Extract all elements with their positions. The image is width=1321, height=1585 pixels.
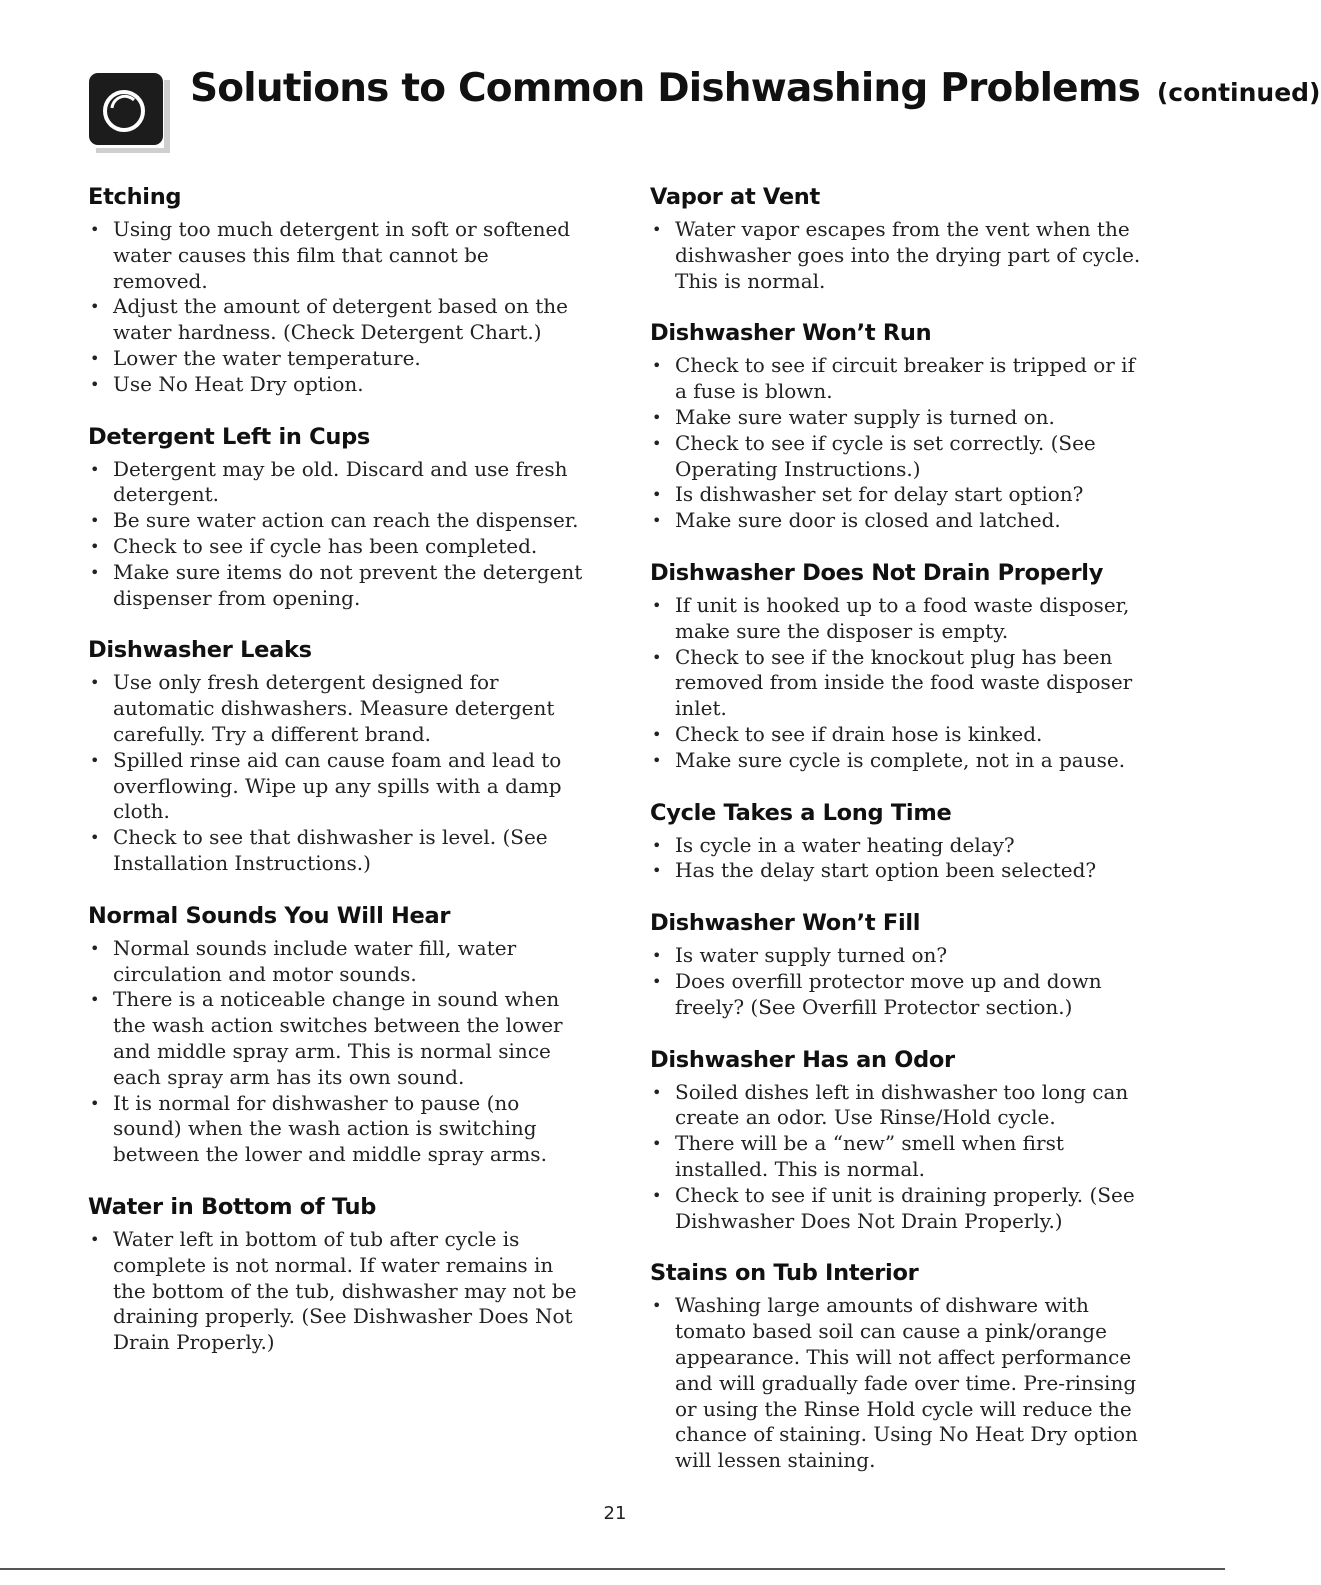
- section-normal-sounds-you-will-hear: [88, 899, 588, 1168]
- bullet-list: [650, 1080, 1150, 1235]
- bullet-item: • Check to see that dishwasher is level. (See Installation Instructions.): [88, 825, 588, 877]
- section-heading: Detergent Left in Cups: [88, 423, 370, 450]
- bullet-item: • Does overfill protector move up and down freely? (See Overfill Protector section.): [650, 969, 1150, 1021]
- bullet-item: • Check to see if cycle is set correctly. (See Operating Instructions.): [650, 431, 1150, 483]
- bullet-item: • Make sure water supply is turned on.: [650, 405, 1150, 431]
- section-dishwasher-has-an-odor: [650, 1043, 1150, 1235]
- bullet-item: • Water left in bottom of tub after cycle is complete is not normal. If water remains in the bottom of the tub, dishwasher may not be draining properly. (See Dishwasher Does Not Drain Properly.): [88, 1227, 588, 1356]
- section-water-in-bottom-of-tub: [88, 1190, 588, 1356]
- bullet-item: • It is normal for dishwasher to pause (no sound) when the wash action is switching between the lower and middle spray arms.: [88, 1091, 588, 1168]
- section-vapor-at-vent: [650, 180, 1150, 294]
- bullet-list: [650, 1293, 1150, 1474]
- bullet-item: • Washing large amounts of dishware with tomato based soil can cause a pink/orange appearance. This will not affect performance and will gradually fade over time. Pre-rinsing or using the Rinse Hold cycle will reduce the chance of staining. Using No Heat Dry option will lessen staining.: [650, 1293, 1150, 1474]
- section-stains-on-tub-interior: [650, 1256, 1150, 1474]
- section-detergent-left-in-cups: [88, 420, 588, 612]
- section-dishwasher-leaks: [88, 633, 588, 876]
- bullet-list: [88, 936, 588, 1168]
- bullet-item: • Water vapor escapes from the vent when the dishwasher goes into the drying part of cycle. This is normal.: [650, 217, 1150, 294]
- bottom-divider: [0, 1568, 1225, 1570]
- bullet-list: [650, 593, 1150, 774]
- bullet-item: • There will be a “new” smell when first installed. This is normal.: [650, 1131, 1150, 1183]
- bullet-item: • Check to see if drain hose is kinked.: [650, 722, 1150, 748]
- section-heading: Etching: [88, 184, 182, 210]
- section-heading: Vapor at Vent: [650, 184, 820, 210]
- bullet-item: • Using too much detergent in soft or softened water causes this film that cannot be removed.: [88, 217, 588, 294]
- bullet-item: • Is dishwasher set for delay start option?: [650, 482, 1150, 508]
- bullet-item: • Use only fresh detergent designed for automatic dishwashers. Measure detergent carefully. Try a different brand.: [88, 670, 588, 747]
- section-heading: Normal Sounds You Will Hear: [88, 902, 451, 929]
- section-cycle-takes-a-long-time: [650, 796, 1150, 885]
- section-heading: Stains on Tub Interior: [650, 1260, 919, 1287]
- bullet-item: • Make sure door is closed and latched.: [650, 508, 1150, 534]
- left-column: [88, 180, 588, 1378]
- section-heading: Dishwasher Won’t Run: [650, 320, 932, 347]
- page-title: [190, 66, 1321, 111]
- right-column: [650, 180, 1150, 1496]
- bullet-item: • Check to see if cycle has been completed.: [88, 534, 588, 560]
- bullet-item: • Spilled rinse aid can cause foam and lead to overflowing. Wipe up any spills with a damp cloth.: [88, 748, 588, 825]
- bullet-item: • Adjust the amount of detergent based on the water hardness. (Check Detergent Chart.): [88, 294, 588, 346]
- bullet-list: [650, 833, 1150, 885]
- bullet-item: • Lower the water temperature.: [88, 346, 588, 372]
- section-dishwasher-does-not-drain-properly: [650, 556, 1150, 774]
- bullet-item: • Make sure cycle is complete, not in a pause.: [650, 748, 1150, 774]
- bullet-list: [650, 943, 1150, 1020]
- section-heading: Dishwasher Does Not Drain Properly: [650, 559, 1104, 586]
- bullet-list: [88, 457, 588, 612]
- title-continued: (continued): [1156, 78, 1321, 107]
- bullet-list: [88, 217, 588, 398]
- section-heading: Cycle Takes a Long Time: [650, 799, 952, 826]
- bullet-item: • Check to see if unit is draining properly. (See Dishwasher Does Not Drain Properly.): [650, 1183, 1150, 1235]
- bullet-item: • Has the delay start option been selected?: [650, 858, 1150, 884]
- section-heading: Dishwasher Won’t Fill: [650, 910, 921, 937]
- section-dishwasher-won-t-run: [650, 316, 1150, 534]
- section-heading: Water in Bottom of Tub: [88, 1193, 377, 1220]
- section-heading: Dishwasher Has an Odor: [650, 1046, 955, 1073]
- title-text: Solutions to Common Dishwashing Problems: [190, 66, 1141, 111]
- bullet-item: • Make sure items do not prevent the detergent dispenser from opening.: [88, 560, 588, 612]
- bullet-list: [650, 353, 1150, 534]
- bullet-item: • There is a noticeable change in sound when the wash action switches between the lower and middle spray arm. This is normal since each spray arm has its own sound.: [88, 987, 588, 1090]
- dishwasher-badge-icon: [88, 72, 172, 154]
- page-header: [88, 60, 1321, 160]
- page-number: 21: [603, 1503, 627, 1524]
- bullet-item: • Soiled dishes left in dishwasher too long can create an odor. Use Rinse/Hold cycle.: [650, 1080, 1150, 1132]
- bullet-item: • Is cycle in a water heating delay?: [650, 833, 1150, 859]
- section-dishwasher-won-t-fill: [650, 906, 1150, 1020]
- section-heading: Dishwasher Leaks: [88, 637, 312, 664]
- bullet-item: • Normal sounds include water fill, water circulation and motor sounds.: [88, 936, 588, 988]
- bullet-item: • Check to see if the knockout plug has been removed from inside the food waste disposer inlet.: [650, 645, 1150, 722]
- bullet-item: • Check to see if circuit breaker is tripped or if a fuse is blown.: [650, 353, 1150, 405]
- bullet-list: [88, 670, 588, 876]
- bullet-item: • Is water supply turned on?: [650, 943, 1150, 969]
- section-etching: [88, 180, 588, 398]
- bullet-item: • Use No Heat Dry option.: [88, 372, 588, 398]
- bullet-list: [650, 217, 1150, 294]
- bullet-list: [88, 1227, 588, 1356]
- bullet-item: • Detergent may be old. Discard and use fresh detergent.: [88, 457, 588, 509]
- bullet-item: • If unit is hooked up to a food waste disposer, make sure the disposer is empty.: [650, 593, 1150, 645]
- bullet-item: • Be sure water action can reach the dispenser.: [88, 508, 588, 534]
